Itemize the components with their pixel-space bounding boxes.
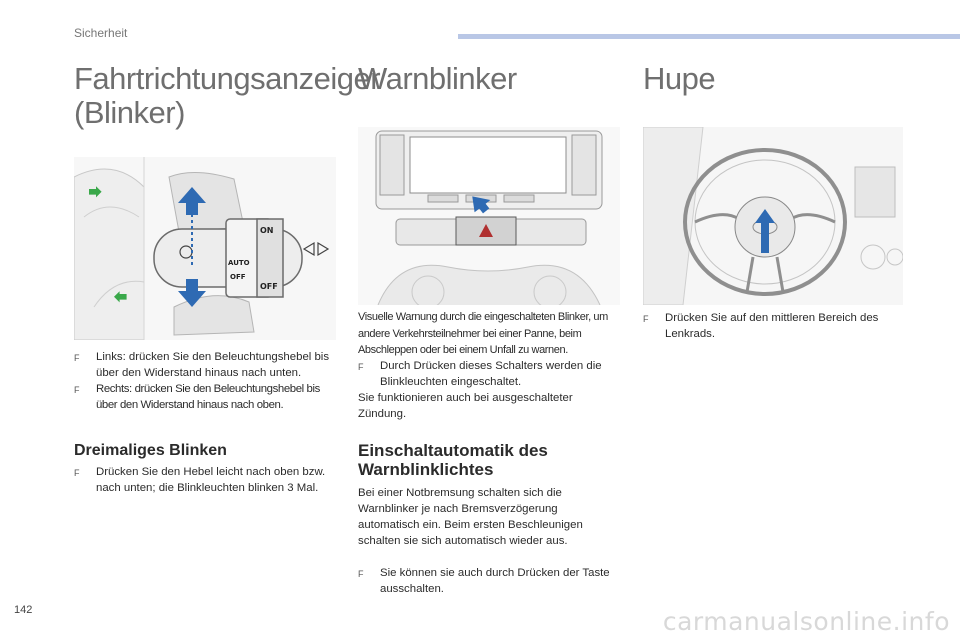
hazard-switch-illustration xyxy=(358,127,620,305)
bullet-mark: F xyxy=(74,468,80,478)
warnblinker-bullet xyxy=(358,358,620,390)
bullet-right-text: Rechts: drücken Sie den Beleuchtungshebel bis über den Widerstand hinaus nach oben. xyxy=(96,383,320,411)
stalk-label-off: OFF xyxy=(230,273,246,281)
bullet-mark: F xyxy=(74,353,80,363)
title-warnblinker: Warnblinker xyxy=(358,61,517,96)
dreimaliges-bullet-text: Drücken Sie den Hebel leicht nach oben bzw. nach unten; die Blinkleuchten blinken 3 Mal. xyxy=(96,466,326,494)
stalk-label-auto: AUTO xyxy=(228,259,250,267)
title-hupe: Hupe xyxy=(643,61,716,96)
stalk-label-off-2: OFF xyxy=(260,282,278,291)
einschaltautomatik-para: Bei einer Notbremsung schalten sich die Warnblinker je nach Bremsverzögerung automatisch ein. Beim ersten Beschleunigen schalten sie sich automatisch wieder aus. xyxy=(358,487,583,547)
hupe-bullet-text: Drücken Sie auf den mittleren Bereich des Lenkrads. xyxy=(665,312,879,340)
dreimaliges-bullet xyxy=(74,464,336,496)
einschaltautomatik-bullet xyxy=(358,565,620,597)
bullet-left xyxy=(74,349,336,381)
bullet-mark: F xyxy=(358,362,364,372)
title-blinker-line2: (Blinker) xyxy=(74,95,185,130)
bullet-mark: F xyxy=(643,314,649,324)
title-blinker xyxy=(74,62,380,130)
warnblinker-bullet-text: Durch Drücken dieses Schalters werden die Blinkleuchten eingeschaltet. xyxy=(380,360,602,388)
section-label: Sicherheit xyxy=(74,26,128,40)
header-accent-bar xyxy=(458,34,960,39)
einschaltautomatik-bullet-text: Sie können sie auch durch Drücken der Taste ausschalten. xyxy=(380,567,610,595)
watermark: carmanualsonline.info xyxy=(662,607,950,636)
stalk-label-on: ON xyxy=(260,226,274,235)
page-number: 142 xyxy=(14,604,33,616)
subheading-einschaltautomatik: Einschaltautomatik des Warnblinklichtes xyxy=(358,441,548,479)
bullet-right xyxy=(74,381,336,413)
bullet-mark: F xyxy=(358,569,364,579)
blinker-bullets xyxy=(74,349,336,413)
subheading-dreimaliges: Dreimaliges Blinken xyxy=(74,442,227,459)
bullet-mark: F xyxy=(74,385,80,395)
title-blinker-line1: Fahrtrichtungsanzeiger xyxy=(74,61,381,96)
steering-wheel-illustration xyxy=(643,127,903,305)
warnblinker-intro: Visuelle Warnung durch die eingeschalteten Blinker, um andere Verkehrsteilnehmer bei einer Panne, beim Abschleppen oder bei einem Unfall zu warnen. xyxy=(358,311,608,356)
lighting-stalk-illustration xyxy=(74,157,336,340)
hupe-bullet xyxy=(643,310,905,342)
warnblinker-note: Sie funktionieren auch bei ausgeschalteter Zündung. xyxy=(358,392,573,420)
bullet-left-text: Links: drücken Sie den Beleuchtungshebel bis über den Widerstand hinaus nach unten. xyxy=(96,351,330,379)
